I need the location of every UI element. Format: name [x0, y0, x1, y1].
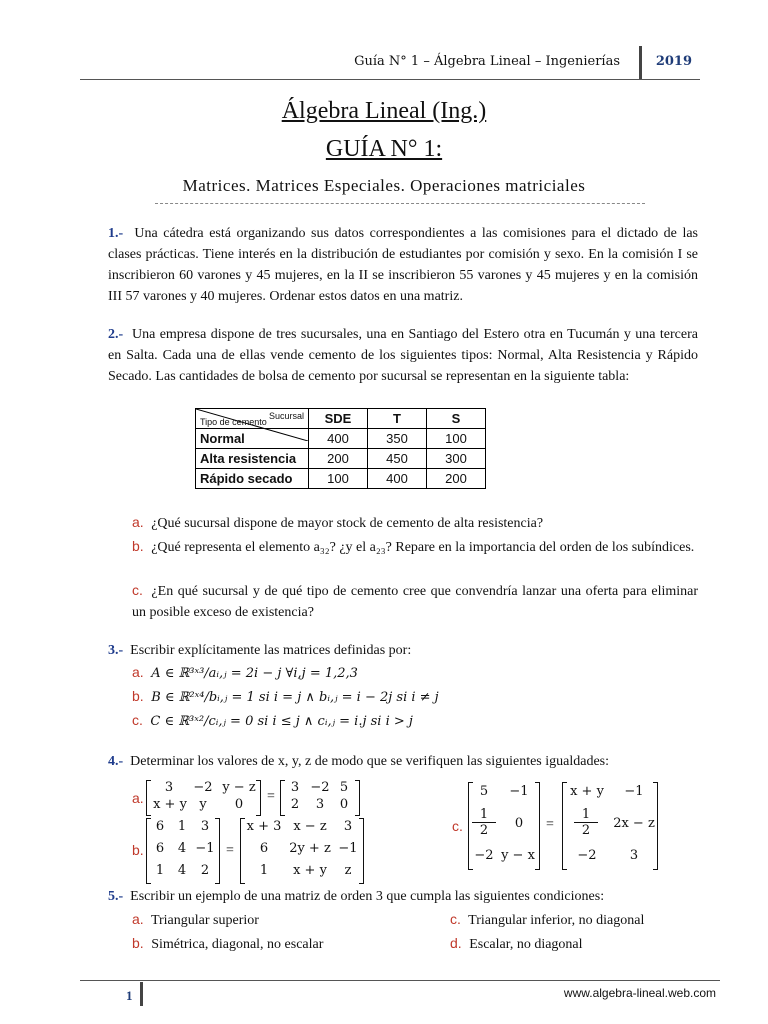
table-cell: 300	[427, 449, 486, 469]
equals-sign: =	[546, 817, 554, 832]
bracket-right	[215, 818, 220, 884]
matrix-cell: 0	[234, 797, 244, 812]
table-cell: 100	[427, 429, 486, 449]
page-number: 1	[126, 988, 133, 1003]
exercise-4	[108, 751, 698, 772]
matrix-cell: 2	[290, 797, 300, 812]
subtitle-rule	[155, 203, 645, 204]
matrix-cell: y − z	[222, 780, 256, 795]
fraction-numerator: 1	[574, 808, 598, 823]
item-label: c.	[450, 911, 461, 927]
bracket-right	[535, 782, 540, 870]
corner-top-label: Sucursal	[268, 411, 304, 421]
exercise-number: 1.-	[108, 226, 124, 241]
matrix-cell: 6	[259, 841, 269, 856]
table-cell: 200	[309, 449, 368, 469]
item-label: c.	[132, 582, 143, 598]
item-label: a.	[132, 911, 144, 927]
exercise-3b	[132, 686, 439, 708]
exercise-number: 4.-	[108, 754, 124, 769]
exercise-3a	[132, 662, 358, 684]
exercise-1	[108, 223, 698, 307]
exercise-number: 2.-	[108, 327, 124, 342]
bracket-right	[355, 780, 360, 816]
matrix-cell: 4	[177, 863, 187, 878]
fraction-numerator: 1	[472, 808, 496, 823]
column-header: T	[368, 409, 427, 429]
matrix-cell: z	[344, 863, 352, 878]
matrix-cell: 1	[259, 863, 269, 878]
matrix-cell: 3	[164, 780, 174, 795]
item-text: Simétrica, diagonal, no escalar	[151, 937, 324, 952]
item-text: Triangular inferior, no diagonal	[468, 913, 645, 928]
table-cell: 350	[368, 429, 427, 449]
item-label: b.	[132, 538, 144, 554]
document-title: Álgebra Lineal (Ing.)	[281, 98, 487, 124]
matrix-cell: 3	[315, 797, 325, 812]
matrix-cell: x − z	[293, 819, 327, 834]
matrix-cell: 1	[155, 863, 165, 878]
item-label: c.	[132, 712, 143, 728]
exercise-3c	[132, 710, 413, 732]
matrix-cell: 5	[479, 784, 489, 799]
bracket-left	[146, 780, 151, 816]
exercise-number: 5.-	[108, 889, 124, 904]
bracket-right	[256, 780, 261, 816]
item-text: ¿Qué sucursal dispone de mayor stock de cemento de alta resistencia?	[151, 516, 544, 531]
matrix-cell: 3	[200, 819, 210, 834]
matrix-cell: −2	[577, 848, 597, 863]
table-cell: 200	[427, 469, 486, 489]
matrix-cell: 3	[343, 819, 353, 834]
header-rule	[80, 79, 700, 80]
item-label: b.	[132, 935, 144, 951]
matrix-cell: x + y	[570, 784, 604, 799]
matrix-cell: 5	[339, 780, 349, 795]
matrix-cell: 4	[177, 841, 187, 856]
table-corner-cell	[196, 409, 309, 429]
header-title: Guía N° 1 – Álgebra Lineal – Ingenierías	[354, 54, 620, 69]
exercise-text: Una empresa dispone de tres sucursales, una en Santiago del Estero otra en Tucumán y una tercera en Salta. Cada una de ellas vende cemento de los siguientes tipos: Normal, Alta Resistencia y Rápido Secado. Las cantidades de bolsa de cemento por sucursal se representan en la siguiente tabla:	[108, 327, 698, 384]
matrix-4a-left	[146, 780, 261, 814]
exercise-2	[108, 324, 698, 387]
matrix-cell: −2	[310, 780, 330, 795]
table-row	[196, 469, 486, 489]
matrix-4b-right	[240, 818, 364, 882]
exercise-3	[108, 640, 698, 661]
column-header: S	[427, 409, 486, 429]
exercise-5	[108, 886, 698, 907]
item-label: c.	[452, 818, 463, 834]
table-cell: 400	[309, 429, 368, 449]
exercise-5c	[450, 909, 644, 931]
matrix-cell: 6	[155, 819, 165, 834]
item-label: b.	[132, 842, 144, 858]
matrix-cell: −2	[193, 780, 213, 795]
item-text: ¿En qué sucursal y de qué tipo de cemento cree que convendría lanzar una oferta para eliminar un posible exceso de existencia?	[132, 584, 698, 620]
math-expression: A ∈ ℝ³ˣ³/aᵢ,ⱼ = 2i − j ∀i,j = 1,2,3	[151, 666, 358, 681]
matrix-cell: x + y	[153, 797, 187, 812]
item-label: b.	[132, 688, 144, 704]
fraction-denominator: 2	[479, 823, 489, 838]
fraction-denominator: 2	[581, 823, 591, 838]
matrix-cell: −1	[338, 841, 358, 856]
math-expression: C ∈ ℝ³ˣ²/cᵢ,ⱼ = 0 si i ≤ j ∧ cᵢ,ⱼ = i.j si i > j	[150, 714, 413, 729]
matrix-cell: 2y + z	[289, 841, 331, 856]
exercise-number: 3.-	[108, 643, 124, 658]
matrix-cell: y − x	[501, 848, 535, 863]
matrix-cell: x + 3	[246, 819, 282, 834]
exercise-2c	[132, 580, 698, 623]
header-year: 2019	[655, 54, 692, 69]
matrix-cell: −1	[195, 841, 215, 856]
row-label: Alta resistencia	[196, 449, 309, 469]
guide-title: GUÍA N° 1:	[325, 136, 443, 162]
exercise-text: Una cátedra está organizando sus datos correspondientes a las comisiones para el dictado de las clases prácticas. Tiene interés en la distribución de estudiantes por comisión y sexo. En la comisión I se inscribieron 60 varones y 45 mujeres, en la II se inscribieron 55 varones y 45 mujeres y en la comisión III 57 varones y 40 mujeres. Ordenar estos datos en una matriz.	[108, 226, 699, 304]
exercise-text: Escribir un ejemplo de una matriz de orden 3 que cumpla las siguientes condiciones:	[130, 889, 605, 904]
table-row	[196, 449, 486, 469]
row-label: Rápido secado	[196, 469, 309, 489]
matrix-cell: y	[199, 797, 207, 812]
matrix-cell: 2x − z	[613, 816, 655, 831]
exercise-text: Escribir explícitamente las matrices definidas por:	[130, 643, 412, 658]
cement-table	[195, 408, 486, 489]
item-label: d.	[450, 935, 462, 951]
matrix-cell: 6	[155, 841, 165, 856]
matrix-cell: 3	[290, 780, 300, 795]
footer-rule	[80, 980, 720, 981]
matrix-cell: 0	[514, 816, 524, 831]
exercise-2a	[132, 512, 698, 534]
item-text: ¿Qué representa el elemento a₃₂? ¿y el a₂₃? Repare en la importancia del orden de los subíndices.	[151, 540, 695, 555]
row-label: Normal	[196, 429, 309, 449]
matrix-cell: 2	[200, 863, 210, 878]
table-cell: 100	[309, 469, 368, 489]
item-label: a.	[132, 664, 144, 680]
matrix-cell: 3	[629, 848, 639, 863]
matrix-4c-left	[468, 782, 540, 868]
corner-bottom-label: Tipo de cemento	[200, 417, 267, 427]
equals-sign: =	[226, 843, 234, 858]
exercise-text: Determinar los valores de x, y, z de modo que se verifiquen las siguientes igualdades:	[130, 754, 610, 769]
matrix-4b-left	[146, 818, 220, 882]
matrix-cell: x + y	[293, 863, 327, 878]
exercise-2b	[132, 536, 698, 558]
bracket-right	[653, 782, 658, 870]
matrix-cell: 0	[339, 797, 349, 812]
footer-url[interactable]: www.algebra-lineal.web.com	[563, 986, 716, 1000]
equals-sign: =	[267, 789, 275, 804]
bracket-right	[359, 818, 364, 884]
matrix-4a-right	[280, 780, 360, 814]
document-subtitle: Matrices. Matrices Especiales. Operaciones matriciales	[182, 176, 586, 195]
page-header	[80, 40, 700, 80]
table-cell: 400	[368, 469, 427, 489]
item-label: a.	[132, 514, 144, 530]
matrix-cell: −1	[509, 784, 529, 799]
matrix-cell: 1	[177, 819, 187, 834]
matrix-cell: −1	[624, 784, 644, 799]
exercise-5a	[132, 909, 259, 931]
item-text: Escalar, no diagonal	[469, 937, 583, 952]
exercise-5d	[450, 933, 583, 955]
math-expression: B ∈ ℝ²ˣ⁴/bᵢ,ⱼ = 1 si i = j ∧ bᵢ,ⱼ = i − 2j si i ≠ j	[151, 690, 439, 705]
header-separator	[639, 46, 642, 80]
item-label: a.	[132, 790, 144, 806]
matrix-4c-right	[562, 782, 658, 868]
table-cell: 450	[368, 449, 427, 469]
column-header: SDE	[309, 409, 368, 429]
exercise-5b	[132, 933, 323, 955]
item-text: Triangular superior	[150, 913, 259, 928]
matrix-cell: −2	[474, 848, 494, 863]
footer-separator	[140, 982, 143, 1006]
